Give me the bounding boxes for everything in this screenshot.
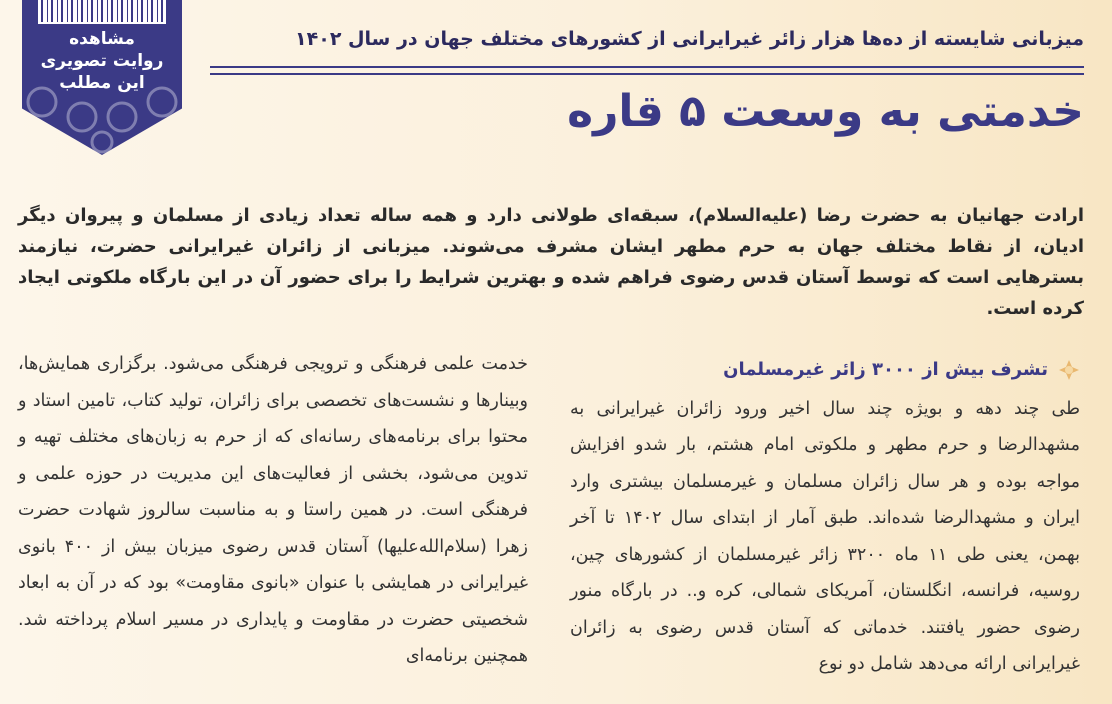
page-subtitle: میزبانی شایسته از ده‌ها هزار زائر غیرایرانی از کشورهای مختلف جهان در سال ۱۴۰۲ — [295, 28, 1084, 50]
header-divider — [210, 66, 1084, 75]
section-heading-text: تشرف بیش از ۳۰۰۰ زائر غیرمسلمان — [723, 359, 1048, 380]
intro-paragraph: ارادت جهانیان به حضرت رضا (علیه‌السلام)، سبقه‌ای طولانی دارد و همه ساله تعداد زیادی از مسلمان و پیروان دیگر ادیان، از نقاط مختلف جهان به حرم مطهر ایشان مشرف می‌شوند. میزبانی از زائران غیرایرانی حضرت، نیازمند بسترهایی است که توسط آستان قدس رضوی فراهم شده و بهترین شرایط را برای حضور آن در این بارگاه ملکوتی ایجاد کرده است. — [18, 205, 1084, 319]
badge-line-2: روایت تصویری — [40, 51, 164, 71]
right-column — [570, 352, 1080, 683]
qr-code-icon[interactable] — [38, 0, 166, 24]
badge-line-3: این مطلب — [59, 73, 145, 93]
left-column — [18, 346, 528, 675]
right-column-text: طی چند دهه و بویژه چند سال اخیر ورود زائران غیرایرانی به مشهدالرضا و حرم مطهر و ملکوتی امام هشتم، بار شدو افزایش مواجه بوده و هر سال زائران مسلمان و غیرمسلمان بیشتری وارد ایران و مشهدالرضا شده‌اند. طبق آمار از ابتدای سال ۱۴۰۲ تا آخر بهمن، یعنی طی ۱۱ ماه ۳۲۰۰ زائر غیرمسلمان از کشورهای چین، روسیه، فرانسه، انگلستان، آمریکای شمالی، کره و.. در بارگاه منور رضوی حضور یافتند. خدماتی که آستان قدس رضوی به زائران غیرایرانی ارائه می‌دهد شامل دو نوع — [570, 398, 1080, 674]
section-heading — [570, 352, 1080, 389]
left-column-text: خدمت علمی فرهنگی و ترویجی فرهنگی می‌شود. برگزاری همایش‌ها، وبینارها و نشست‌های تخصصی برای زائران، تولید کتاب، تامین استاد و محتوا برای برنامه‌های رسانه‌ای که از حرم به زبان‌های مختلف تهیه و تدوین می‌شود، بخشی از فعالیت‌های این مدیریت در حوزه علمی و فرهنگی است. در همین راستا و به مناسبت سالروز شهادت حضرت زهرا (سلام‌الله‌علیها) آستان قدس رضوی میزبان بیش از ۴۰۰ بانوی غیرایرانی در همایشی با عنوان «بانوی مقاومت» بود که در آن به ابعاد شخصیتی حضرت در مقاومت و پایداری در مسیر اسلام پرداخته شد. همچنین برنامه‌ای — [18, 354, 529, 666]
flower-icon — [1058, 359, 1080, 381]
badge-label[interactable] — [22, 28, 182, 94]
badge-line-1: مشاهده — [69, 29, 135, 49]
page-title: خدمتی به وسعت ۵ قاره — [567, 86, 1084, 137]
